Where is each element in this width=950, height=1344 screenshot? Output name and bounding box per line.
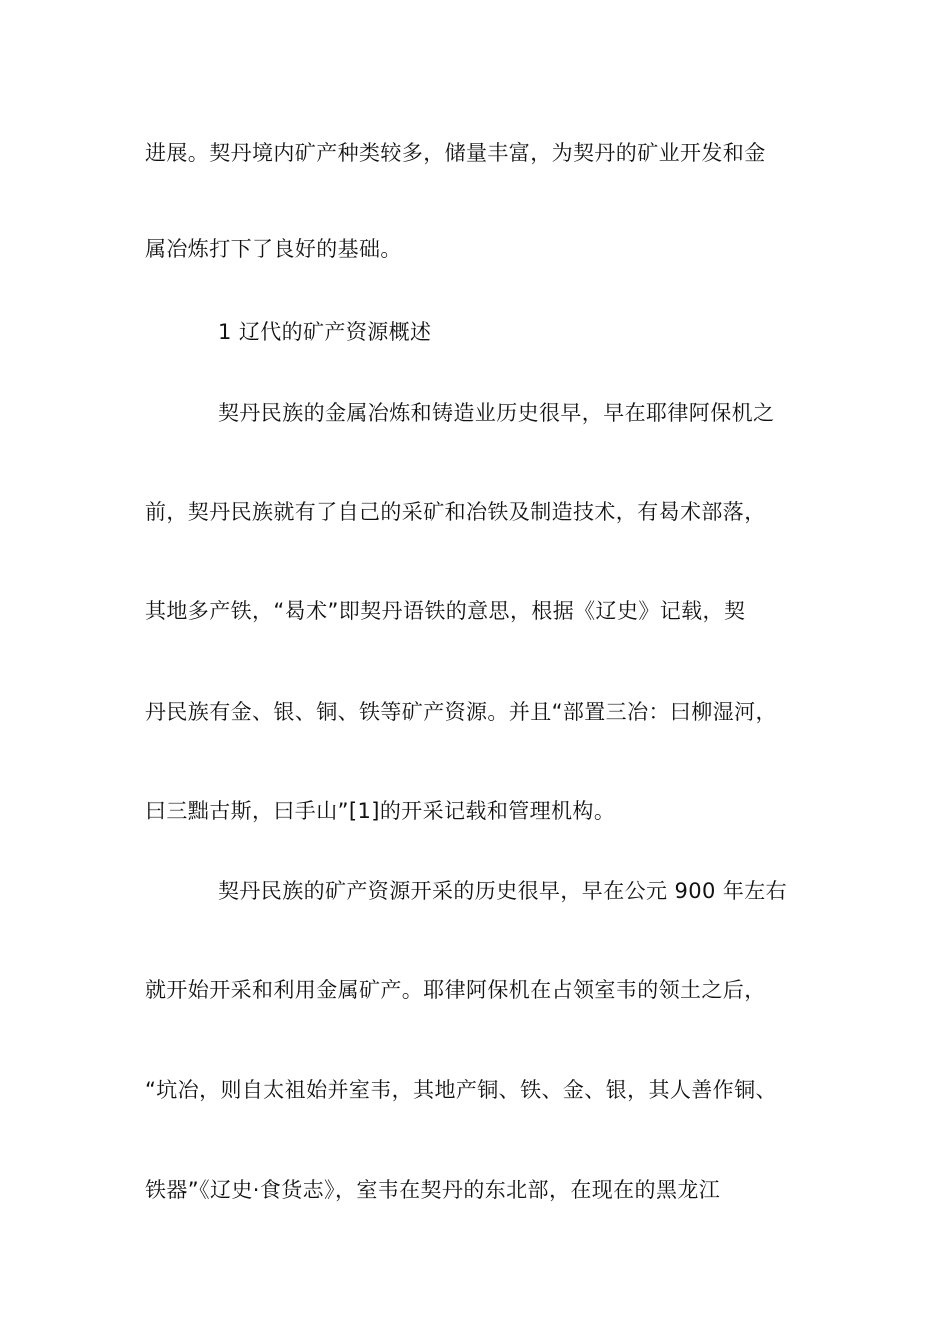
text-line-4: 前，契丹民族就有了自己的采矿和冶铁及制造技术，有曷术部落，	[145, 500, 766, 524]
text-line-8: 契丹民族的矿产资源开采的历史很早，早在公元 900 年左右	[218, 879, 788, 903]
text-line-6: 丹民族有金、银、铜、铁等矿产资源。并且“部置三冶：曰柳湿河，	[145, 700, 777, 724]
text-line-1: 进展。契丹境内矿产种类较多，储量丰富，为契丹的矿业开发和金	[145, 141, 766, 165]
text-line-2: 属冶炼打下了良好的基础。	[145, 237, 402, 261]
text-line-9: 就开始开采和利用金属矿产。耶律阿保机在占领室韦的领土之后，	[145, 978, 766, 1002]
text-line-10: “坑冶，则自太祖始并室韦，其地产铜、铁、金、银，其人善作铜、	[145, 1078, 777, 1102]
text-line-7: 曰三黜古斯，曰手山”[1]的开采记载和管理机构。	[145, 799, 616, 823]
text-line-3: 契丹民族的金属冶炼和铸造业历史很早，早在耶律阿保机之	[218, 401, 775, 425]
text-line-11: 铁器”《辽史·食货志》，室韦在契丹的东北部，在现在的黑龙江	[145, 1178, 721, 1202]
section-heading: 1 辽代的矿产资源概述	[218, 320, 432, 344]
text-line-5: 其地多产铁，“曷术”即契丹语铁的意思，根据《辽史》记载，契	[145, 599, 746, 623]
